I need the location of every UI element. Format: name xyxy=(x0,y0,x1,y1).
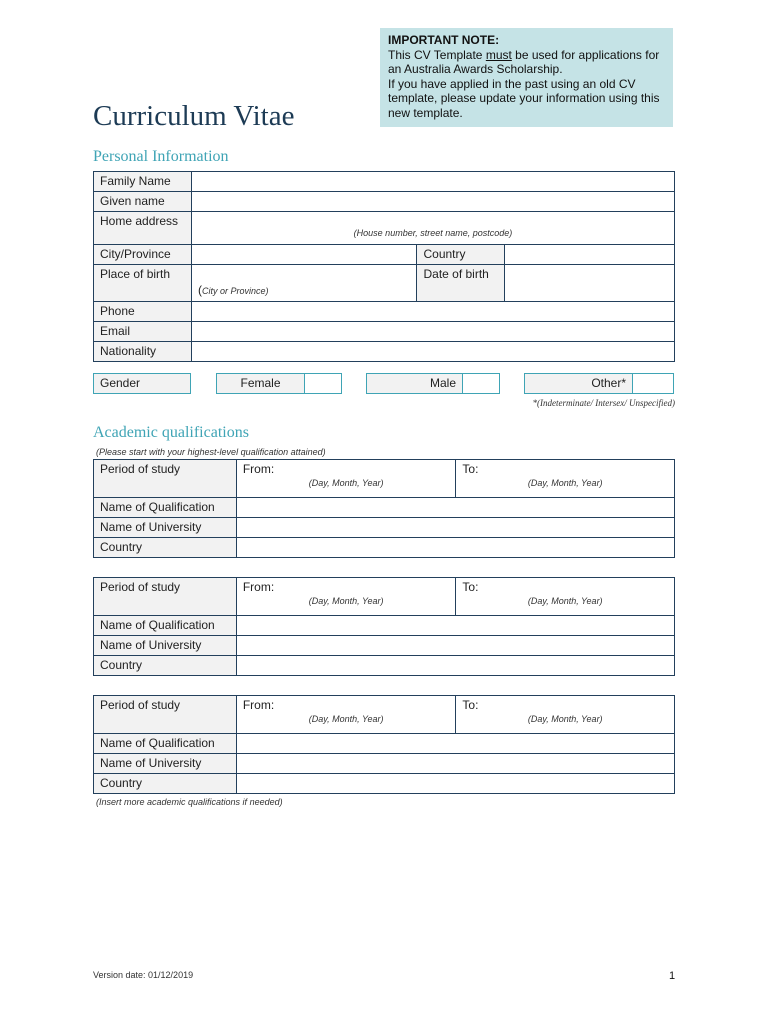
gender-female-option[interactable] xyxy=(216,373,342,394)
male-label: Male xyxy=(429,376,456,390)
other-checkbox[interactable] xyxy=(632,374,673,393)
nationality-field[interactable] xyxy=(191,342,674,362)
from-label: From: xyxy=(242,462,275,476)
university-label: Name of University xyxy=(94,754,237,774)
family-name-field[interactable] xyxy=(191,172,674,192)
period-label: Period of study xyxy=(94,460,237,498)
to-label: To: xyxy=(462,580,479,594)
address-hint: (House number, street name, postcode) xyxy=(353,228,513,238)
to-hint: (Day, Month, Year) xyxy=(527,714,603,724)
gender-label: Gender xyxy=(100,376,141,390)
email-field[interactable] xyxy=(191,322,674,342)
qualification-label: Name of Qualification xyxy=(94,734,237,754)
pob-hint: City or Province) xyxy=(201,286,269,296)
qualification-field[interactable] xyxy=(236,734,674,754)
date-of-birth-label: Date of birth xyxy=(417,265,505,302)
page-number: 1 xyxy=(669,970,676,982)
to-label: To: xyxy=(462,698,479,712)
qualification-table-3 xyxy=(93,695,675,794)
from-field[interactable] xyxy=(236,696,456,734)
note-line1-post: be used for applications for an Australia Awards Scholarship. xyxy=(388,47,660,76)
academic-country-field[interactable] xyxy=(236,656,674,676)
university-field[interactable] xyxy=(236,636,674,656)
qualification-table-2 xyxy=(93,577,675,676)
given-name-field[interactable] xyxy=(191,192,674,212)
place-of-birth-field[interactable] xyxy=(191,265,417,302)
to-hint: (Day, Month, Year) xyxy=(527,478,603,488)
note-line2: If you have applied in the past using an old CV template, please update your information using this new template. xyxy=(388,76,660,120)
female-checkbox[interactable] xyxy=(304,374,341,393)
important-note-box xyxy=(380,28,673,127)
home-address-field[interactable] xyxy=(191,212,674,245)
academic-country-label: Country xyxy=(94,538,237,558)
qualification-table-1 xyxy=(93,459,675,558)
qualification-field[interactable] xyxy=(236,616,674,636)
from-field[interactable] xyxy=(236,460,456,498)
given-name-label: Given name xyxy=(94,192,192,212)
note-heading: IMPORTANT NOTE: xyxy=(388,33,500,47)
qualification-field[interactable] xyxy=(236,498,674,518)
university-label: Name of University xyxy=(94,636,237,656)
phone-label: Phone xyxy=(94,302,192,322)
nationality-label: Nationality xyxy=(94,342,192,362)
date-of-birth-field[interactable] xyxy=(505,265,675,302)
male-checkbox[interactable] xyxy=(462,374,499,393)
from-field[interactable] xyxy=(236,578,456,616)
country-label: Country xyxy=(417,245,505,265)
personal-info-table xyxy=(93,171,675,362)
from-label: From: xyxy=(242,580,275,594)
city-province-label: City/Province xyxy=(94,245,192,265)
university-field[interactable] xyxy=(236,754,674,774)
page-title: Curriculum Vitae xyxy=(93,100,295,132)
gender-footnote: *(Indeterminate/ Intersex/ Unspecified) xyxy=(532,398,675,408)
email-label: Email xyxy=(94,322,192,342)
family-name-label: Family Name xyxy=(94,172,192,192)
version-date: Version date: 01/12/2019 xyxy=(93,970,194,980)
academic-heading: Academic qualifications xyxy=(93,424,249,441)
university-label: Name of University xyxy=(94,518,237,538)
to-hint: (Day, Month, Year) xyxy=(527,596,603,606)
academic-country-label: Country xyxy=(94,774,237,794)
to-label: To: xyxy=(462,462,479,476)
from-label: From: xyxy=(242,698,275,712)
from-hint: (Day, Month, Year) xyxy=(308,478,384,488)
place-of-birth-label: Place of birth xyxy=(94,265,192,302)
academic-country-label: Country xyxy=(94,656,237,676)
period-label: Period of study xyxy=(94,696,237,734)
academic-country-field[interactable] xyxy=(236,538,674,558)
more-qualifications-note: (Insert more academic qualifications if needed) xyxy=(96,797,283,807)
country-field[interactable] xyxy=(505,245,675,265)
period-label: Period of study xyxy=(94,578,237,616)
academic-instruction: (Please start with your highest-level qualification attained) xyxy=(96,447,326,457)
gender-label-box xyxy=(93,373,191,394)
gender-other-option[interactable] xyxy=(524,373,674,394)
gender-male-option[interactable] xyxy=(366,373,500,394)
other-label: Other* xyxy=(591,376,626,390)
academic-country-field[interactable] xyxy=(236,774,674,794)
female-label: Female xyxy=(240,376,281,390)
phone-field[interactable] xyxy=(191,302,674,322)
to-field[interactable] xyxy=(456,696,675,734)
from-hint: (Day, Month, Year) xyxy=(308,714,384,724)
home-address-label: Home address xyxy=(94,212,192,245)
city-province-field[interactable] xyxy=(191,245,417,265)
personal-info-heading: Personal Information xyxy=(93,148,229,165)
to-field[interactable] xyxy=(456,578,675,616)
qualification-label: Name of Qualification xyxy=(94,498,237,518)
to-field[interactable] xyxy=(456,460,675,498)
note-line1-pre: This CV Template xyxy=(388,47,486,62)
note-line1-emphasis: must xyxy=(485,47,512,62)
university-field[interactable] xyxy=(236,518,674,538)
pob-hint-paren: ( xyxy=(197,283,202,297)
qualification-label: Name of Qualification xyxy=(94,616,237,636)
from-hint: (Day, Month, Year) xyxy=(308,596,384,606)
note-line1 xyxy=(388,48,665,77)
